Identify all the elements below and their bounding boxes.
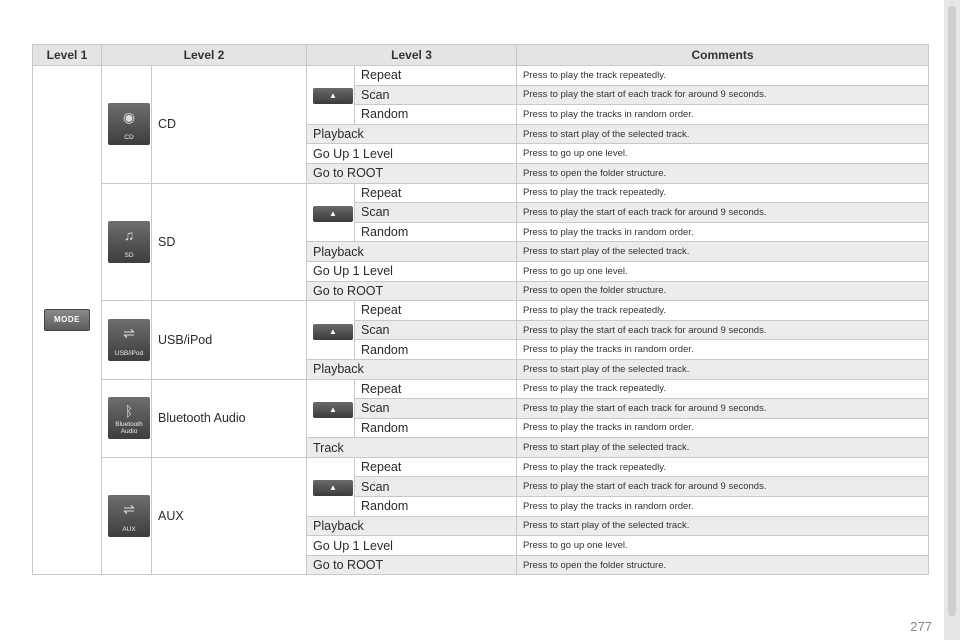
up-arrow-icon[interactable]: ▲ bbox=[313, 324, 353, 340]
bluetooth-icon: ᛒ bbox=[124, 403, 134, 420]
bt-icon-cell bbox=[102, 379, 152, 457]
header-level-2: Level 2 bbox=[102, 45, 307, 66]
menu-option: Scan bbox=[355, 85, 517, 105]
menu-option: Repeat bbox=[355, 457, 517, 477]
cd-icon-cell bbox=[102, 66, 152, 184]
table-row bbox=[33, 457, 929, 477]
option-comment: Press to start play of the selected track. bbox=[517, 516, 929, 536]
page-number: 277 bbox=[910, 619, 932, 634]
sd-icon-cell bbox=[102, 183, 152, 301]
menu-option: Repeat bbox=[355, 183, 517, 203]
up-arrow-icon[interactable]: ▲ bbox=[313, 88, 353, 104]
bt-source-name: Bluetooth Audio bbox=[152, 379, 307, 457]
usb-sub-arrow-cell bbox=[307, 301, 355, 360]
option-comment: Press to open the folder structure. bbox=[517, 281, 929, 301]
option-comment: Press to start play of the selected track. bbox=[517, 242, 929, 262]
option-comment: Press to open the folder structure. bbox=[517, 555, 929, 575]
menu-option: Playback bbox=[307, 516, 517, 536]
menu-option: Playback bbox=[307, 242, 517, 262]
level-1-cell bbox=[33, 66, 102, 575]
bt-sub-arrow-cell bbox=[307, 379, 355, 438]
scrollbar[interactable] bbox=[944, 0, 960, 640]
up-arrow-icon[interactable]: ▲ bbox=[313, 480, 353, 496]
option-comment: Press to play the start of each track for around 9 seconds. bbox=[517, 203, 929, 223]
usb-source-icon[interactable]: ⇌ USB/iPod bbox=[108, 319, 150, 361]
menu-table bbox=[32, 44, 929, 575]
menu-option: Random bbox=[355, 497, 517, 517]
menu-option: Scan bbox=[355, 477, 517, 497]
option-comment: Press to open the folder structure. bbox=[517, 163, 929, 183]
menu-option: Repeat bbox=[355, 66, 517, 86]
usb-icon-cell bbox=[102, 301, 152, 379]
menu-option: Go to ROOT bbox=[307, 281, 517, 301]
cd-source-name: CD bbox=[152, 66, 307, 184]
menu-option: Random bbox=[355, 418, 517, 438]
menu-option: Playback bbox=[307, 124, 517, 144]
option-comment: Press to play the tracks in random order. bbox=[517, 418, 929, 438]
aux-icon: ⇌ bbox=[123, 501, 135, 518]
option-comment: Press to play the start of each track for around 9 seconds. bbox=[517, 477, 929, 497]
aux-source-icon[interactable]: ⇌ AUX bbox=[108, 495, 150, 537]
menu-option: Repeat bbox=[355, 379, 517, 399]
option-comment: Press to play the start of each track for around 9 seconds. bbox=[517, 85, 929, 105]
option-comment: Press to go up one level. bbox=[517, 261, 929, 281]
menu-option: Scan bbox=[355, 399, 517, 419]
menu-option: Go to ROOT bbox=[307, 555, 517, 575]
sd-sub-arrow-cell bbox=[307, 183, 355, 242]
menu-option: Go Up 1 Level bbox=[307, 536, 517, 556]
option-comment: Press to play the start of each track for around 9 seconds. bbox=[517, 320, 929, 340]
menu-option: Playback bbox=[307, 359, 517, 379]
bluetooth-source-icon[interactable]: ᛒ Bluetooth Audio bbox=[108, 397, 150, 439]
option-comment: Press to go up one level. bbox=[517, 536, 929, 556]
menu-option: Go Up 1 Level bbox=[307, 261, 517, 281]
scrollbar-thumb[interactable] bbox=[948, 6, 956, 616]
option-comment: Press to play the track repeatedly. bbox=[517, 183, 929, 203]
music-note-icon: ♫ bbox=[123, 226, 135, 243]
menu-option: Go Up 1 Level bbox=[307, 144, 517, 164]
menu-option: Track bbox=[307, 438, 517, 458]
menu-option: Scan bbox=[355, 320, 517, 340]
cd-sub-arrow-cell bbox=[307, 66, 355, 125]
menu-option: Random bbox=[355, 105, 517, 125]
sd-source-name: SD bbox=[152, 183, 307, 301]
option-comment: Press to start play of the selected track. bbox=[517, 359, 929, 379]
option-comment: Press to go up one level. bbox=[517, 144, 929, 164]
header-level-1: Level 1 bbox=[33, 45, 102, 66]
header-row bbox=[33, 45, 929, 66]
menu-option: Go to ROOT bbox=[307, 163, 517, 183]
usb-source-name: USB/iPod bbox=[152, 301, 307, 379]
option-comment: Press to start play of the selected track. bbox=[517, 438, 929, 458]
option-comment: Press to play the track repeatedly. bbox=[517, 301, 929, 321]
up-arrow-icon[interactable]: ▲ bbox=[313, 206, 353, 222]
header-comments: Comments bbox=[517, 45, 929, 66]
sd-source-icon[interactable]: ♫ SD bbox=[108, 221, 150, 263]
option-comment: Press to play the tracks in random order. bbox=[517, 222, 929, 242]
cd-source-icon[interactable]: ◉ CD bbox=[108, 103, 150, 145]
mode-button[interactable]: MODE bbox=[44, 309, 90, 331]
option-comment: Press to play the track repeatedly. bbox=[517, 379, 929, 399]
option-comment: Press to play the track repeatedly. bbox=[517, 66, 929, 86]
aux-icon-cell bbox=[102, 457, 152, 575]
menu-option: Repeat bbox=[355, 301, 517, 321]
option-comment: Press to play the tracks in random order. bbox=[517, 340, 929, 360]
table-row bbox=[33, 66, 929, 86]
disc-icon: ◉ bbox=[122, 109, 136, 126]
up-arrow-icon[interactable]: ▲ bbox=[313, 402, 353, 418]
menu-option: Scan bbox=[355, 203, 517, 223]
menu-option: Random bbox=[355, 340, 517, 360]
option-comment: Press to play the tracks in random order. bbox=[517, 105, 929, 125]
aux-sub-arrow-cell bbox=[307, 457, 355, 516]
table-row bbox=[33, 301, 929, 321]
table-row bbox=[33, 379, 929, 399]
header-level-3: Level 3 bbox=[307, 45, 517, 66]
option-comment: Press to play the tracks in random order. bbox=[517, 497, 929, 517]
usb-icon: ⇌ bbox=[123, 324, 135, 341]
option-comment: Press to play the track repeatedly. bbox=[517, 457, 929, 477]
table-row bbox=[33, 183, 929, 203]
menu-option: Random bbox=[355, 222, 517, 242]
option-comment: Press to start play of the selected track. bbox=[517, 124, 929, 144]
option-comment: Press to play the start of each track for around 9 seconds. bbox=[517, 399, 929, 419]
aux-source-name: AUX bbox=[152, 457, 307, 575]
